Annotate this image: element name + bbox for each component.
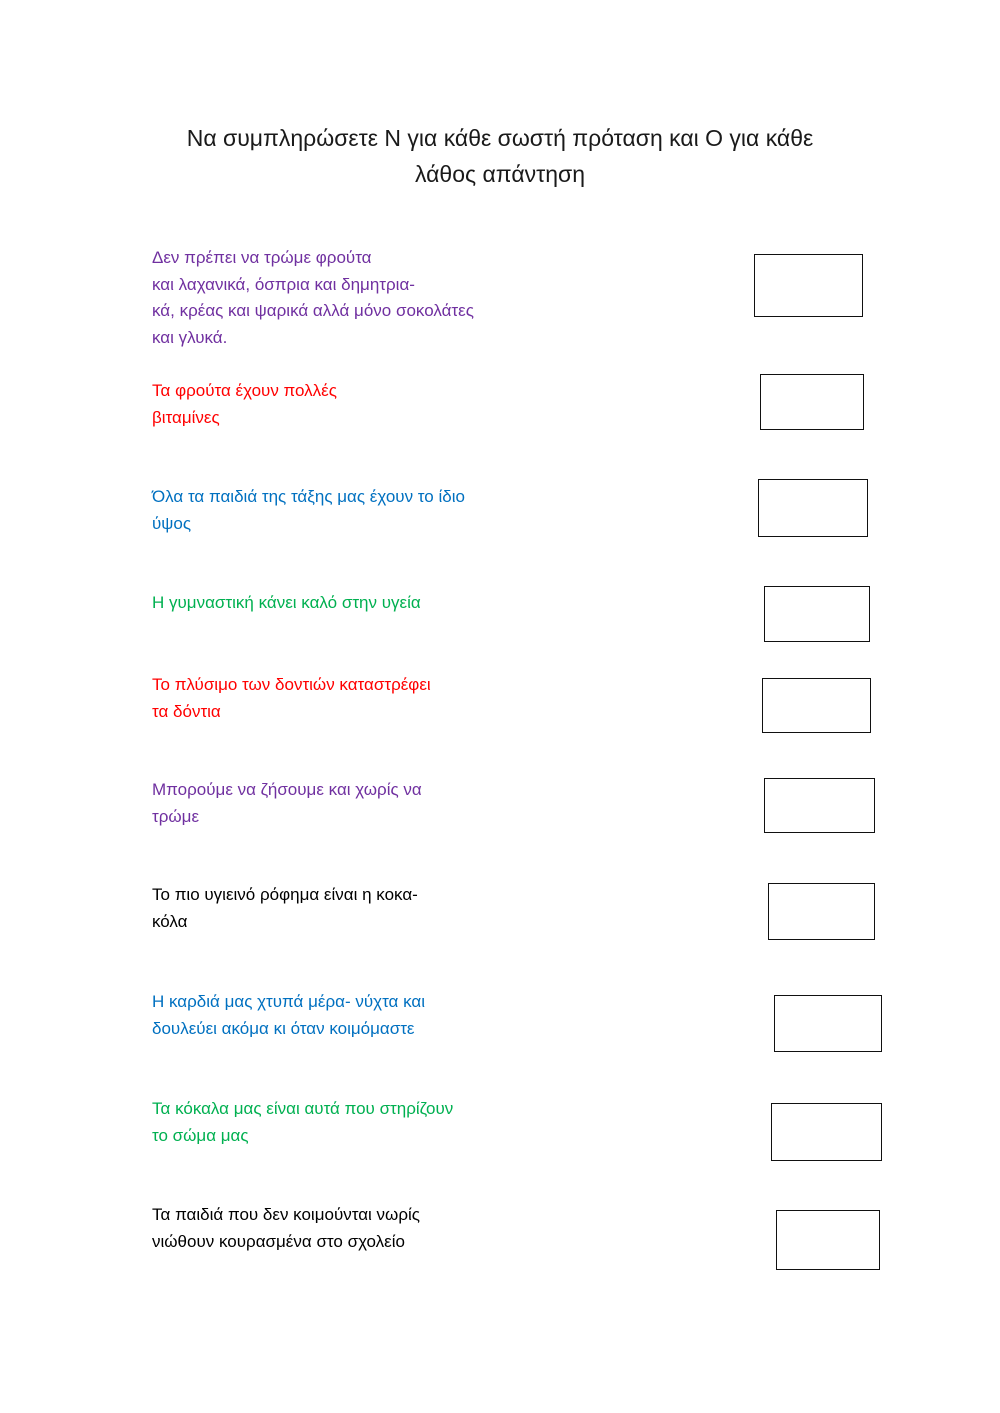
answer-box[interactable] [762, 678, 871, 733]
answer-box[interactable] [776, 1210, 880, 1270]
question-line: Τα παιδιά που δεν κοιμούνται νωρίς [152, 1205, 420, 1224]
question-text [152, 882, 532, 935]
question-line: Όλα τα παιδιά της τάξης μας έχουν το ίδιο [152, 487, 465, 506]
question-text [152, 484, 532, 537]
question-line: Το πιο υγιεινό ρόφημα είναι η κοκα- [152, 885, 418, 904]
answer-box[interactable] [768, 883, 875, 940]
title-line-1: Να συμπληρώσετε Ν για κάθε σωστή πρόταση και Ο για κάθε [186, 125, 814, 151]
question-text [152, 590, 532, 617]
question-line: Η καρδιά μας χτυπά μέρα- νύχτα και [152, 992, 425, 1011]
question-text [152, 777, 532, 830]
question-line: Τα φρούτα έχουν πολλές [152, 381, 337, 400]
question-line: κόλα [152, 911, 188, 931]
question-text [152, 378, 532, 431]
answer-box[interactable] [758, 479, 868, 537]
answer-box[interactable] [771, 1103, 882, 1161]
question-line: και γλυκά. [152, 327, 228, 347]
question-text [152, 1096, 532, 1149]
answer-box[interactable] [774, 995, 882, 1052]
answer-box[interactable] [764, 586, 870, 642]
question-line: Τα κόκαλα μας είναι αυτά που στηρίζουν [152, 1099, 454, 1118]
question-line: Δεν πρέπει να τρώμε φρούτα [152, 248, 372, 267]
question-text [152, 989, 532, 1042]
question-line: δουλεύει ακόμα κι όταν κοιμόμαστε [152, 1018, 415, 1038]
question-line: κά, κρέας και ψαρικά αλλά μόνο σοκολάτες [152, 301, 474, 320]
answer-box[interactable] [754, 254, 863, 317]
question-text [152, 1202, 532, 1255]
question-line: Η γυμναστική κάνει καλό στην υγεία [152, 593, 421, 612]
question-line: τρώμε [152, 806, 200, 826]
question-line: Το πλύσιμο των δοντιών καταστρέφει [152, 675, 431, 694]
question-line: Μπορούμε να ζήσουμε και χωρίς να [152, 780, 422, 799]
question-line: και λαχανικά, όσπρια και δημητρια- [152, 274, 415, 294]
question-line: το σώμα μας [152, 1125, 249, 1145]
question-text [152, 672, 532, 725]
question-line: νιώθουν κουρασμένα στο σχολείο [152, 1231, 405, 1251]
answer-box[interactable] [764, 778, 875, 833]
question-line: βιταμίνες [152, 407, 220, 427]
question-line: ύψος [152, 513, 192, 533]
title-line-2: λάθος απάντηση [414, 161, 585, 187]
worksheet-title [120, 120, 880, 192]
question-text [152, 245, 532, 351]
question-line: τα δόντια [152, 701, 221, 721]
answer-box[interactable] [760, 374, 864, 430]
